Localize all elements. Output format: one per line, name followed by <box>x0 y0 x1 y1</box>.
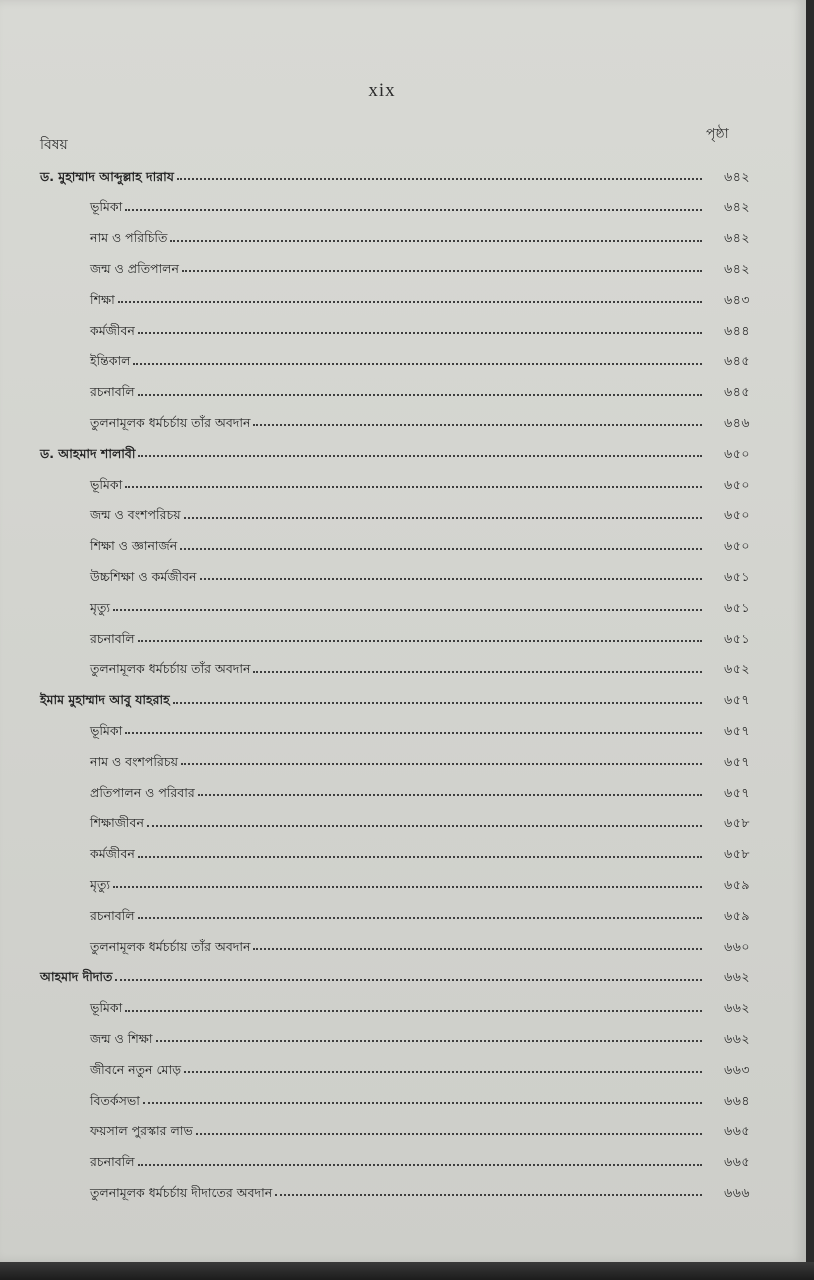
toc-section-entry <box>90 651 750 677</box>
toc-entry-title: তুলনামূলক ধর্মচর্চায় দীদাতের অবদান <box>90 1184 273 1200</box>
dot-leader <box>125 732 702 734</box>
toc-section-entry <box>90 343 750 369</box>
dot-leader <box>198 794 702 796</box>
dot-leader <box>180 548 702 550</box>
dot-leader <box>200 578 702 580</box>
toc-section-entry <box>90 743 750 769</box>
toc-entry-page: ৬৫৭ <box>724 692 750 708</box>
toc-entry-title: মৃত্যু <box>90 599 110 615</box>
dot-leader <box>133 363 702 365</box>
toc-entry-page: ৬৫১ <box>724 568 750 584</box>
toc-entry-page: ৬৫৮ <box>724 815 750 831</box>
toc-entry-title: ড. আহমাদ শালাবী <box>40 445 136 461</box>
dot-leader <box>156 1040 702 1042</box>
toc-section-entry <box>90 220 750 246</box>
toc-entry-title: তুলনামূলক ধর্মচর্চায় তাঁর অবদান <box>90 414 251 430</box>
dot-leader <box>196 1133 702 1135</box>
toc-entry-title: ইমাম মুহাম্মাদ আবু যাহরাহ <box>40 692 170 708</box>
toc-entry-title: ভূমিকা <box>90 722 123 738</box>
toc-section-entry <box>90 189 750 215</box>
dot-leader <box>253 424 702 426</box>
toc-entry-page: ৬৪২ <box>724 168 750 184</box>
dot-leader <box>177 178 702 180</box>
dot-leader <box>115 979 702 981</box>
toc-entry-page: ৬৪৬ <box>724 414 750 430</box>
dot-leader <box>138 455 702 457</box>
toc-section-entry <box>90 312 750 338</box>
toc-section-entry <box>90 250 750 276</box>
dot-leader <box>275 1194 702 1196</box>
dot-leader <box>184 517 702 519</box>
toc-entry-title: তুলনামূলক ধর্মচর্চায় তাঁর অবদান <box>90 661 251 677</box>
toc-entry-page: ৬৫৯ <box>724 907 750 923</box>
subject-column-heading: বিষয় <box>40 137 68 153</box>
toc-entry-title: শিক্ষা <box>90 291 115 307</box>
toc-entry-page: ৬৬৩ <box>724 1061 750 1077</box>
dot-leader <box>181 763 702 765</box>
toc-entry-title: আহমাদ দীদাত <box>40 969 113 985</box>
toc-entry-title: বিতর্কসভা <box>90 1092 140 1108</box>
toc-chapter-entry <box>40 682 750 708</box>
dot-leader <box>147 825 702 827</box>
toc-section-entry <box>90 558 750 584</box>
toc-entry-page: ৬৬৪ <box>724 1092 750 1108</box>
toc-entry-page: ৬৪৩ <box>724 291 750 307</box>
toc-entry-page: ৬৫১ <box>724 630 750 646</box>
toc-entry-page: ৬৫৯ <box>724 876 750 892</box>
toc-entry-title: উচ্চশিক্ষা ও কর্মজীবন <box>90 568 197 584</box>
dot-leader <box>118 301 702 303</box>
toc-entry-title: প্রতিপালন ও পরিবার <box>90 784 195 800</box>
toc-chapter-entry <box>40 435 750 461</box>
dot-leader <box>253 671 702 673</box>
dot-leader <box>113 886 702 888</box>
toc-section-entry <box>90 404 750 430</box>
toc-section-entry <box>90 281 750 307</box>
toc-entry-page: ৬৪২ <box>724 230 750 246</box>
toc-section-entry <box>90 1082 750 1108</box>
dot-leader <box>138 856 702 858</box>
toc-section-entry <box>90 712 750 738</box>
toc-section-entry <box>90 805 750 831</box>
toc-section-entry <box>90 1144 750 1170</box>
toc-section-entry <box>90 1020 750 1046</box>
toc-entry-page: ৬৪২ <box>724 260 750 276</box>
toc-section-entry <box>90 897 750 923</box>
toc-entry-page: ৬৬২ <box>724 969 750 985</box>
toc-entry-page: ৬৪৫ <box>724 384 750 400</box>
toc-entry-title: ভূমিকা <box>90 1000 123 1016</box>
toc-entry-title: জন্ম ও শিক্ষা <box>90 1030 153 1046</box>
toc-entry-page: ৬৫৭ <box>724 784 750 800</box>
toc-section-entry <box>90 928 750 954</box>
toc-entry-title: জন্ম ও বংশপরিচয় <box>90 507 181 523</box>
toc-entry-page: ৬৫০ <box>724 476 750 492</box>
toc-entry-title: ইন্তিকাল <box>90 353 131 369</box>
toc-entry-page: ৬৪৫ <box>724 353 750 369</box>
toc-section-entry <box>90 1051 750 1077</box>
toc-entry-page: ৬৫০ <box>724 538 750 554</box>
toc-entry-page: ৬৬২ <box>724 1000 750 1016</box>
dot-leader <box>125 486 702 488</box>
toc-section-entry <box>90 620 750 646</box>
dot-leader <box>184 1071 702 1073</box>
toc-entry-title: কর্মজীবন <box>90 322 135 338</box>
toc-entry-title: ভূমিকা <box>90 476 123 492</box>
toc-entry-title: কর্মজীবন <box>90 846 135 862</box>
toc-section-entry <box>90 374 750 400</box>
toc-section-entry <box>90 774 750 800</box>
toc-section-entry <box>90 1174 750 1200</box>
toc-entry-page: ৬৪২ <box>724 199 750 215</box>
toc-entry-page: ৬৫০ <box>724 445 750 461</box>
toc-section-entry <box>90 497 750 523</box>
toc-entry-title: জন্ম ও প্রতিপালন <box>90 260 179 276</box>
dot-leader <box>138 917 702 919</box>
dot-leader <box>143 1102 702 1104</box>
dot-leader <box>173 702 702 704</box>
page-number: xix <box>368 80 396 101</box>
toc-entry-page: ৬৫১ <box>724 599 750 615</box>
dot-leader <box>253 948 702 950</box>
toc-section-entry <box>90 1113 750 1139</box>
page-bottom-edge <box>0 1262 814 1280</box>
toc-entry-page: ৬৬৬ <box>724 1184 750 1200</box>
toc-entry-title: রচনাবলি <box>90 907 135 923</box>
toc-entry-title: শিক্ষা ও জ্ঞানার্জন <box>90 538 178 554</box>
dot-leader <box>170 240 702 242</box>
toc-entry-page: ৬৫৮ <box>724 846 750 862</box>
toc-section-entry <box>90 466 750 492</box>
toc-entry-title: রচনাবলি <box>90 1154 135 1170</box>
toc-section-entry <box>90 589 750 615</box>
toc-entry-page: ৬৫৭ <box>724 722 750 738</box>
toc-entry-title: রচনাবলি <box>90 630 135 646</box>
toc-entry-page: ৬৫০ <box>724 507 750 523</box>
toc-entry-title: মৃত্যু <box>90 876 110 892</box>
toc-entry-title: ড. মুহাম্মাদ আব্দুল্লাহ দারায <box>40 168 174 184</box>
toc-section-entry <box>90 836 750 862</box>
toc-entry-page: ৬৬২ <box>724 1030 750 1046</box>
dot-leader <box>113 609 702 611</box>
toc-entry-title: তুলনামূলক ধর্মচর্চায় তাঁর অবদান <box>90 938 251 954</box>
toc-entry-title: নাম ও পরিচিতি <box>90 230 168 246</box>
dot-leader <box>138 332 702 334</box>
toc-chapter-entry <box>40 959 750 985</box>
toc-entry-title: শিক্ষাজীবন <box>90 815 144 831</box>
toc-entry-page: ৬৬৫ <box>724 1123 750 1139</box>
dot-leader <box>138 640 702 642</box>
toc-entry-title: ভূমিকা <box>90 199 123 215</box>
toc-section-entry <box>90 866 750 892</box>
toc-entry-page: ৬৬৫ <box>724 1154 750 1170</box>
toc-entry-page: ৬৫৭ <box>724 753 750 769</box>
toc-section-entry <box>90 990 750 1016</box>
dot-leader <box>138 394 702 396</box>
page-column-heading: পৃষ্ঠা <box>706 126 729 142</box>
dot-leader <box>125 209 702 211</box>
toc-entry-title: ফয়সাল পুরস্কার লাভ <box>90 1123 193 1139</box>
toc-chapter-entry <box>40 158 750 184</box>
toc-entry-page: ৬৪৪ <box>724 322 750 338</box>
dot-leader <box>182 270 702 272</box>
dot-leader <box>138 1164 702 1166</box>
toc-entry-page: ৬৫২ <box>724 661 750 677</box>
toc-section-entry <box>90 528 750 554</box>
toc-entry-page: ৬৬০ <box>724 938 750 954</box>
toc-entry-title: নাম ও বংশপরিচয় <box>90 753 178 769</box>
toc-entry-title: জীবনে নতুন মোড় <box>90 1061 182 1077</box>
table-of-contents <box>0 158 806 1228</box>
toc-entry-title: রচনাবলি <box>90 384 135 400</box>
dot-leader <box>125 1010 702 1012</box>
